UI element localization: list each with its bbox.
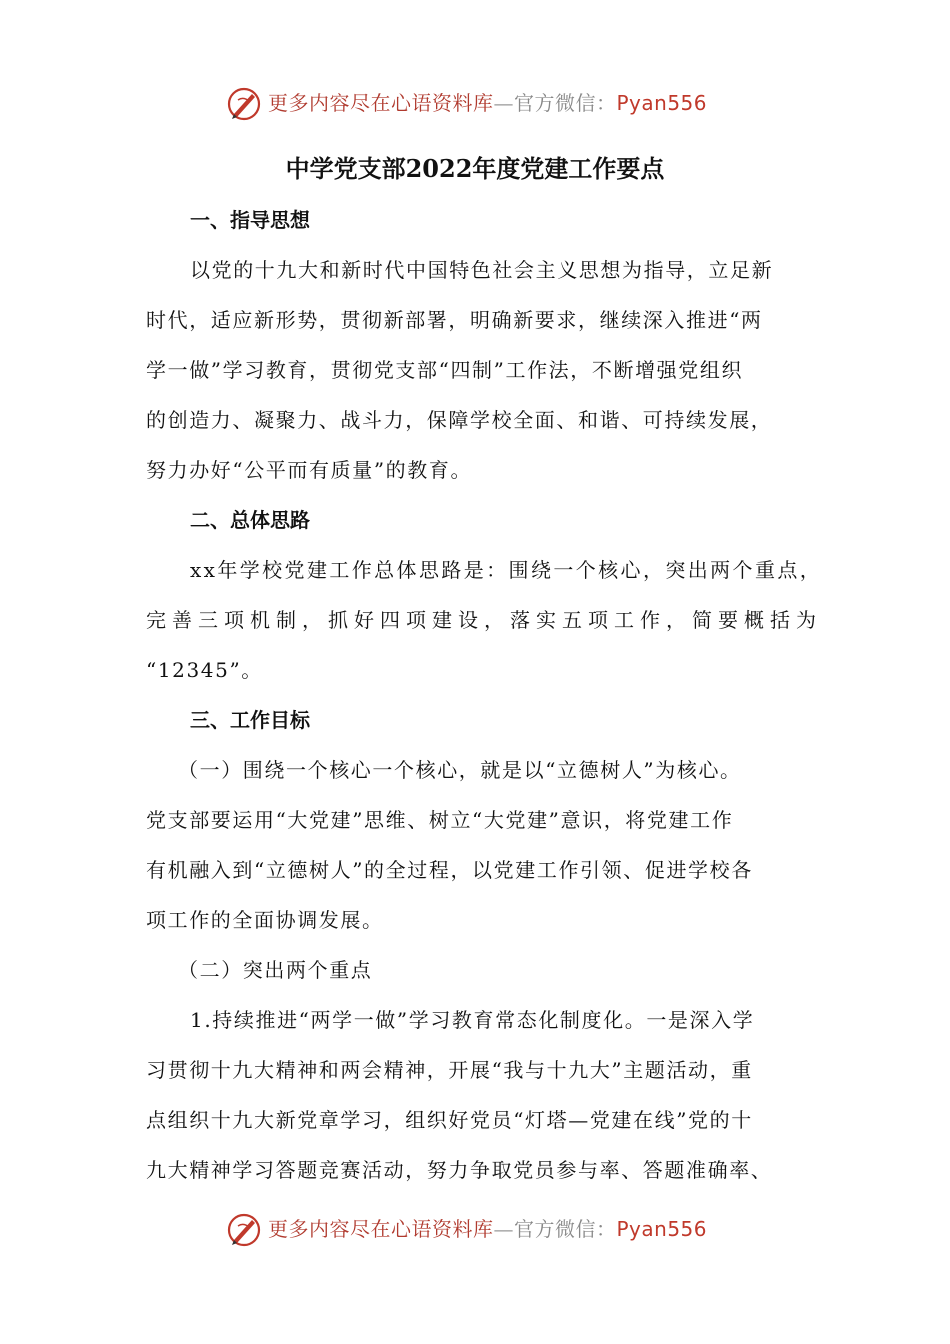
paragraph-line: 有机融入到“立德树人”的全过程，以党建工作引领、促进学校各: [146, 858, 753, 882]
watermark-official: 官方微信：: [514, 1217, 617, 1241]
paragraph-line: 努力办好“公平而有质量”的教育。: [146, 458, 473, 482]
paragraph-line: 完善三项机制，抓好四项建设，落实五项工作，简要概括为: [146, 608, 822, 632]
pen-logo-icon: [226, 86, 262, 122]
subheading-two-priorities: （二）突出两个重点: [178, 958, 373, 982]
document-title: 中学党支部2022年度党建工作要点: [285, 154, 665, 183]
watermark-dash: —: [493, 1217, 514, 1241]
paragraph-line: 时代，适应新形势，贯彻新部署，明确新要求，继续深入推进“两: [146, 308, 763, 332]
paragraph-line: 1.持续推进“两学一做”学习教育常态化制度化。一是深入学: [190, 1008, 755, 1032]
paragraph-line: xx年学校党建工作总体思路是：围绕一个核心，突出两个重点，: [190, 558, 823, 582]
watermark-id: Pyan556: [616, 91, 708, 115]
watermark-top: [0, 84, 950, 124]
paragraph-line: 习贯彻十九大精神和两会精神，开展“我与十九大”主题活动，重: [146, 1058, 753, 1082]
paragraph-line: 党支部要运用“大党建”思维、树立“大党建”意识，将党建工作: [146, 808, 734, 832]
watermark-dash: —: [493, 91, 514, 115]
watermark-text: [268, 1216, 707, 1242]
paragraph-line: 以党的十九大和新时代中国特色社会主义思想为指导，立足新: [190, 258, 774, 282]
watermark-text: [268, 90, 707, 116]
heading-work-goals: 三、工作目标: [190, 708, 310, 732]
watermark-main: 更多内容尽在心语资料库: [268, 91, 494, 115]
watermark-main: 更多内容尽在心语资料库: [268, 1217, 494, 1241]
watermark-bottom: [0, 1210, 950, 1250]
paragraph-line: 点组织十九大新党章学习，组织好党员“灯塔—党建在线”党的十: [146, 1108, 753, 1132]
paragraph-line: 九大精神学习答题竞赛活动，努力争取党员参与率、答题准确率、: [146, 1158, 773, 1182]
pen-logo-icon: [226, 1212, 262, 1248]
paragraph-line: 学一做”学习教育，贯彻党支部“四制”工作法，不断增强党组织: [146, 358, 744, 382]
watermark-official: 官方微信：: [514, 91, 617, 115]
heading-overall-approach: 二、总体思路: [190, 508, 310, 532]
paragraph-line: “12345”。: [146, 658, 263, 682]
paragraph-line: 的创造力、凝聚力、战斗力，保障学校全面、和谐、可持续发展，: [146, 408, 773, 432]
paragraph-line: （一）围绕一个核心一个核心，就是以“立德树人”为核心。: [178, 758, 742, 782]
paragraph-line: 项工作的全面协调发展。: [146, 908, 384, 932]
heading-guiding-ideology: 一、指导思想: [190, 208, 310, 232]
watermark-id: Pyan556: [616, 1217, 708, 1241]
